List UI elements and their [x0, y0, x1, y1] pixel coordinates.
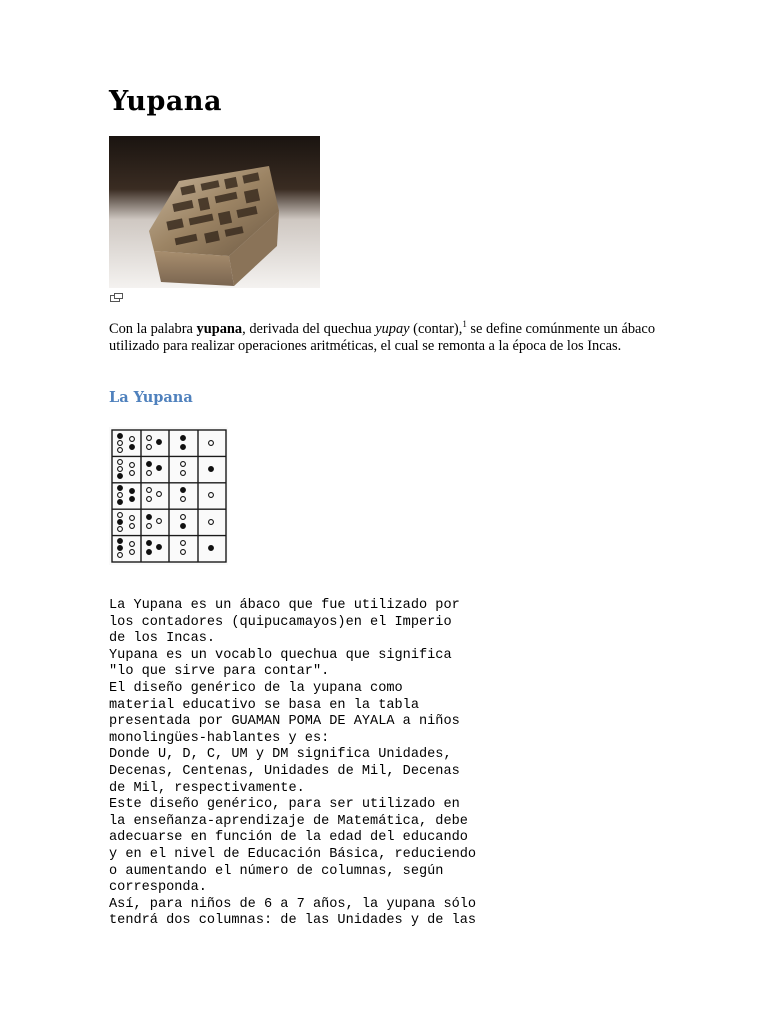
body-line: presentada por GUAMAN POMA DE AYALA a niños — [109, 714, 460, 730]
body-line: adecuarse en función de la edad del educando — [109, 830, 468, 846]
body-line: los contadores (quipucamayos)en el Imperio — [109, 614, 452, 630]
intro-paragraph — [109, 321, 661, 355]
body-line: La Yupana es un ábaco que fue utilizado por — [109, 598, 460, 613]
body-line: tendrá dos columnas: de las Unidades y de las — [109, 913, 477, 929]
body-line: Donde U, D, C, UM y DM significa Unidades, — [109, 747, 452, 763]
body-line: Yupana es un vocablo quechua que significa — [109, 647, 452, 663]
intro-text-mid: , derivada del quechua — [242, 321, 376, 337]
intro-bold-term: yupana — [196, 321, 243, 337]
yupana-photo — [109, 136, 323, 288]
body-line: o aumentando el número de columnas, según — [109, 863, 444, 879]
body-line: monolingües-hablantes y es: — [109, 730, 330, 746]
intro-italic-term: yupay — [375, 321, 410, 337]
body-line: y en el nivel de Educación Básica, reduciendo — [109, 846, 477, 862]
body-line: material educativo se basa en la tabla — [109, 697, 419, 713]
body-line: Este diseño genérico, para ser utilizado en — [109, 797, 460, 813]
body-line: la enseñanza-aprendizaje de Matemática, debe — [109, 813, 468, 829]
body-line: de Mil, respectivamente. — [109, 780, 305, 796]
body-text — [109, 598, 549, 930]
page-title: Yupana — [109, 86, 223, 117]
body-line: corresponda. — [109, 880, 207, 896]
section-heading: La Yupana — [109, 389, 193, 406]
intro-text-start: Con la palabra — [109, 321, 197, 337]
body-line: de los Incas. — [109, 631, 216, 647]
body-line: Así, para niños de 6 a 7 años, la yupana sólo — [109, 896, 477, 912]
intro-text-rest: se define comúnmente un ábaco utilizado para realizar operaciones aritméticas, el cual se remonta a la época de los Incas. — [109, 321, 656, 354]
enlarge-image-icon[interactable] — [110, 293, 123, 302]
intro-text-paren: (contar), — [409, 321, 463, 337]
body-line: Decenas, Centenas, Unidades de Mil, Decenas — [109, 763, 460, 779]
yupana-grid-figure — [109, 427, 228, 565]
body-line: El diseño genérico de la yupana como — [109, 680, 403, 696]
body-line: "lo que sirve para contar". — [109, 664, 330, 680]
footnote-reference[interactable]: 1 — [462, 319, 467, 329]
